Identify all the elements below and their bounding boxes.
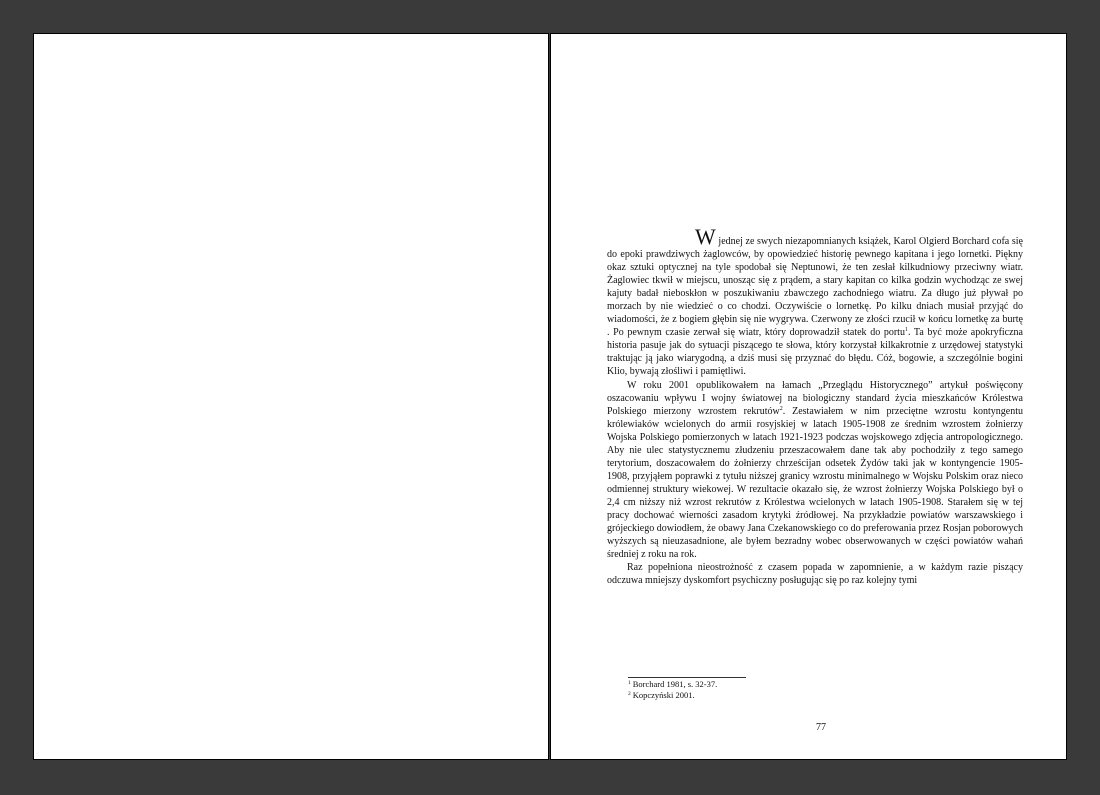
paragraph-2	[607, 379, 1023, 562]
footnote-text: Kopczyński 2001.	[632, 690, 695, 700]
drop-cap: W	[695, 224, 716, 249]
paragraph-1-text-a: jednej ze swych niezapomnianych książek, Karol Olgierd Borchard cofa się do epoki prawdziwych żaglowców, by opowiedzieć historię pewnego kapitana i jego lornetki. Piękny okaz sztuki optycznej na tyle spodobał się Neptunowi, że ten zesłał kilkudniowy przeciwny wiatr. Żaglowiec tkwił w miejscu, unosząc się z prądem, a stary kapitan co kilka godzin wychodząc ze swej kajuty badał nieboskłon w poszukiwaniu zbawczego zachodniego wiatru. Za długo już pływał po morzach by nie wiedzieć o co chodzi. Oczywiście o lornetkę. Po kilku dniach musiał przyjąć do wiadomości, że z bogiem głębin się nie wygrywa. Czerwony ze złości rzucił w końcu lornetkę za burtę . Po pewnym czasie zerwał się wiatr, który doprowadził statek do portu	[607, 236, 1023, 339]
paragraph-3: Raz popełniona nieostrożność z czasem popada w zapomnienie, a w każdym razie piszący odczuwa mniejszy dyskomfort psychiczny posługując się po raz kolejny tymi	[607, 562, 1023, 587]
footnote-number: 1	[628, 680, 631, 686]
footnote-ref-1: 1	[904, 327, 908, 334]
left-page	[33, 33, 549, 760]
paragraph-1-text-b: . Ta być może apokryficzna historia pasuje jak do sytuacji piszącego te słowa, który korzystał kilkakrotnie z urzędowej statystyki traktując ją jako wiarygodną, a dziś musi się przyznać do błędu. Cóż, bogowie, a szczególnie bogini Klio, bywają złośliwi i pamiętliwi.	[607, 327, 1023, 378]
footnote-1	[628, 679, 928, 690]
footnotes	[628, 679, 928, 701]
paragraph-1	[607, 224, 1023, 379]
paragraph-2-text-a: W roku 2001 opublikowałem na łamach „Przeglądu Historycznego” artykuł poświęcony oszacowaniu wpływu I wojny światowej na biologiczny standard życia mieszkańców Królestwa Polskiego mierzony wzrostem rekrutów	[607, 379, 1023, 417]
body-text	[607, 224, 1024, 587]
right-page	[550, 33, 1067, 760]
footnote-divider	[628, 677, 746, 678]
page-number: 77	[816, 722, 826, 733]
footnote-text: Borchard 1981, s. 32-37.	[632, 679, 718, 689]
footnote-2	[628, 690, 928, 701]
paragraph-2-text-b: . Zestawiałem w nim przeciętne wzrostu kontyngentu królewiaków wcielonych do armii rosyjskiej w latach 1905-1908 ze średnim wzrostem żołnierzy Wojska Polskiego pomierzonych w latach 1921-1923 podczas wojskowego zdjęcia antropologicznego. Aby nie ulec statystycznemu złudzeniu przeszacowałem dane tak aby pochodziły z tego samego terytorium, doszacowałem do żołnierzy chrześcijan odsetek Żydów taki jak w kontyngencie 1905-1908, przyjąłem poprawki z tytułu niższej granicy wzrostu minimalnego w Wojsku Polskim oraz nieco odmiennej struktury wiekowej. W rezultacie okazało się, że wzrost żołnierzy Wojska Polskiego był o 2,4 cm niższy niż wzrost rekrutów z Królestwa wcielonych w latach 1905-1908. Starałem się w tej pracy dochować wierności zasadom krytyki źródłowej. Na przykładzie powiatów warszawskiego i grójeckiego dowiodłem, że obawy Jana Czekanowskiego co do preferowania przez Rosjan poborowych wyższych są nieuzasadnione, ale byłem bezradny wobec obserwowanych w części powiatów wahań średniej z roku na rok.	[607, 405, 1024, 561]
footnote-number: 2	[628, 691, 631, 697]
footnote-ref-2: 2	[779, 405, 783, 412]
